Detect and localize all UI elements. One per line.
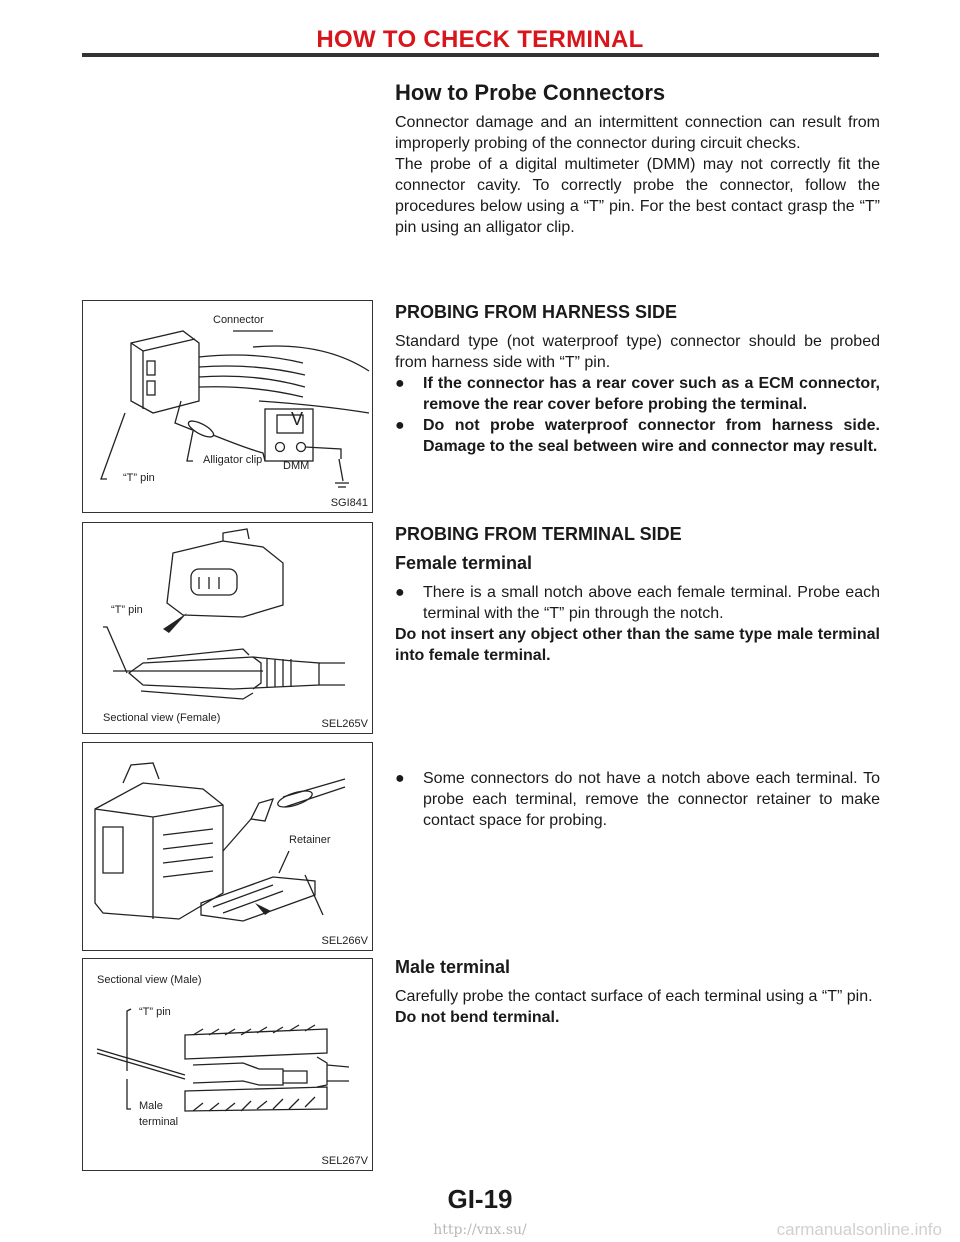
retainer-illustration (83, 743, 371, 949)
alligator-clip-label: Alligator clip (203, 454, 263, 466)
probe-section (395, 80, 880, 238)
figure-id: SEL265V (321, 718, 368, 730)
connector-label: Connector (213, 314, 264, 326)
male-label-line-1: Male (139, 1100, 163, 1112)
dmm-readout-label: V (291, 409, 304, 429)
bullet-glyph: ● (395, 375, 405, 392)
probe-para-1: Connector damage and an intermittent connection can result from improperly probing of the connector during circuit checks. (395, 114, 880, 152)
page-header-title: HOW TO CHECK TERMINAL (316, 26, 644, 53)
figure-id: SEL267V (321, 1155, 368, 1167)
t-pin-label: “T” pin (139, 1006, 171, 1018)
t-pin-label: “T” pin (123, 472, 155, 484)
figure-female-terminal (82, 522, 373, 734)
header-rule (82, 53, 879, 57)
harness-probe-illustration (83, 301, 371, 511)
terminal-side-title: PROBING FROM TERMINAL SIDE (395, 524, 682, 544)
female-terminal-illustration (83, 523, 371, 732)
harness-side-section (395, 302, 880, 457)
retainer-label: Retainer (289, 834, 331, 846)
harness-bullet-1 (395, 373, 880, 415)
harness-side-title: PROBING FROM HARNESS SIDE (395, 302, 678, 322)
watermark-text: carmanualsonline.info (776, 1220, 942, 1239)
male-para: Carefully probe the contact surface of each terminal using a “T” pin. (395, 988, 873, 1005)
harness-bullet-2 (395, 415, 880, 457)
probe-para-2: The probe of a digital multimeter (DMM) may not correctly fit the connector cavity. To correctly probe the connector, follow the procedures below using a “T” pin. For the best contact grasp the “T” pin using an alligator clip. (395, 156, 880, 236)
female-warning: Do not insert any object other than the same type male terminal into female terminal. (395, 626, 880, 664)
harness-side-para: Standard type (not waterproof type) connector should be probed from harness side with “T” pin. (395, 333, 880, 371)
page-number: GI-19 (447, 1184, 513, 1214)
male-warning: Do not bend terminal. (395, 1009, 560, 1026)
section-title: How to Probe Connectors (395, 80, 666, 105)
bullet-text: Some connectors do not have a notch above each terminal. To probe each terminal, remove the connector retainer to make contact space for probing. (423, 770, 880, 829)
bullet-glyph: ● (395, 584, 405, 601)
figure-retainer (82, 742, 373, 951)
female-terminal-title: Female terminal (395, 553, 533, 573)
male-terminal-illustration (83, 959, 371, 1169)
t-pin-label: “T” pin (111, 604, 143, 616)
male-terminal-title: Male terminal (395, 957, 511, 977)
sectional-view-caption: Sectional view (Female) (103, 712, 221, 724)
footer-link[interactable]: http://vnx.su/ (433, 1222, 527, 1238)
male-label-line-2: terminal (139, 1116, 179, 1128)
bullet-text: Do not probe waterproof connector from harness side. Damage to the seal between wire and connector may result. (423, 417, 880, 455)
sectional-view-caption: Sectional view (Male) (97, 974, 202, 986)
figure-id: SGI841 (330, 497, 368, 509)
figure-id: SEL266V (321, 935, 368, 947)
female-bullet (395, 582, 880, 624)
bullet-glyph: ● (395, 417, 405, 434)
male-terminal-section (395, 957, 880, 1028)
bullet-text: There is a small notch above each female terminal. Probe each terminal with the “T” pin through the notch. (423, 584, 880, 622)
retainer-bullet (395, 768, 880, 831)
dmm-label: DMM (283, 460, 310, 472)
figure-harness-probe (82, 300, 373, 513)
retainer-section (395, 768, 880, 831)
terminal-side-section (395, 524, 880, 666)
figure-male-terminal (82, 958, 373, 1171)
bullet-text: If the connector has a rear cover such as a ECM connector, remove the rear cover before probing the terminal. (423, 375, 880, 413)
bullet-glyph: ● (395, 770, 405, 787)
